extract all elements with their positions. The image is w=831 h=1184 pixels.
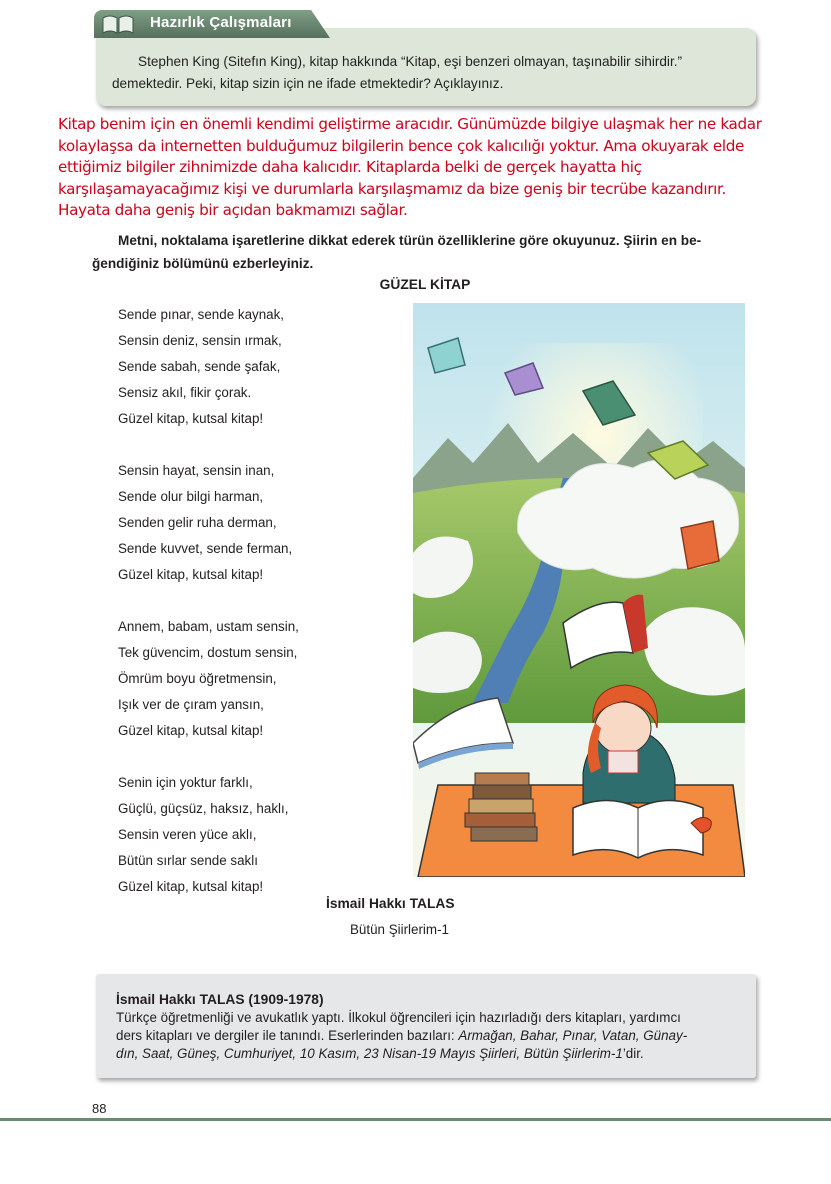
poem-stanza [118,770,418,900]
poem-body [118,302,418,926]
flying-book [681,521,719,569]
poem-line: Güzel kitap, kutsal kitap! [118,723,264,738]
bio-line-suffix: ’dir. [622,1046,644,1061]
reading-instruction [92,229,768,275]
bio-works: dın, Saat, Güneş, Cumhuriyet, 10 Kasım, 23 Nisan-19 Mayıs Şiirleri, Bütün Şiirlerim-1 [116,1046,623,1061]
answer-line: ettiğimiz bilgiler zihnimizde daha kalıcıdır. Kitaplarda belki de gerçek hayatta hiç [58,158,642,177]
poem-line: Sensiz akıl, fikir çorak. [118,385,252,400]
poem-line: Sende olur bilgi harman, [118,489,264,504]
preparation-line: demektedir. Peki, kitap sizin için ne ifade etmektedir? Açıklayınız. [112,76,504,91]
footer-rule [0,1118,831,1121]
poem-line: Senden gelir ruha derman, [118,515,277,530]
poem-source: Bütün Şiirlerim-1 [350,922,449,937]
poem-line: Güçlü, güçsüz, haksız, haklı, [118,801,289,816]
poem-line: Sende pınar, sende kaynak, [118,307,285,322]
answer-line: kolaylaşsa da internetten bulduğumuz bilgilerin bence çok kalıcılığı yoktur. Ama okuyarak elde [58,136,744,155]
poem-stanza [118,302,418,432]
instruction-line: ğendiğiniz bölümünü ezberleyiniz. [92,256,314,271]
page-number: 88 [92,1101,107,1116]
book-stack [475,773,529,785]
book-stack [471,827,537,841]
cloud [413,632,482,693]
poem-line: Sensin hayat, sensin inan, [118,463,275,478]
instruction-line: Metni, noktalama işaretlerine dikkat ederek türün özelliklerine göre okuyunuz. Şiirin en be- [118,233,702,248]
bio-line [116,1045,740,1063]
book-stack [465,813,535,827]
bio-works: Armağan, Bahar, Pınar, Vatan, Günay- [458,1028,688,1043]
poem-line: Güzel kitap, kutsal kitap! [118,567,264,582]
poem-line: Güzel kitap, kutsal kitap! [118,879,264,894]
book-icon [100,12,136,36]
book-stack [469,799,533,813]
poem-line: Tek güvencim, dostum sensin, [118,645,298,660]
poem-line: Senin için yoktur farklı, [118,775,253,790]
preparation-title: Hazırlık Çalışmaları [150,14,292,31]
preparation-question [112,51,748,95]
poem-line: Ömrüm boyu öğretmensin, [118,671,277,686]
girl-face [595,702,651,754]
poem-stanza [118,614,418,744]
bio-heading: İsmail Hakkı TALAS (1909-1978) [116,992,324,1007]
bio-line [116,1027,740,1045]
poem-line: Sensin veren yüce aklı, [118,827,257,842]
book-stack [473,785,531,799]
poem-line: Sensin deniz, sensin ırmak, [118,333,282,348]
poem-line: Annem, babam, ustam sensin, [118,619,299,634]
girl-shirt [608,751,638,773]
poem-stanza [118,458,418,588]
poem-line: Güzel kitap, kutsal kitap! [118,411,264,426]
bio-text [116,1009,740,1063]
answer-line: Hayata daha geniş bir açıdan bakmamızı sağlar. [58,201,408,220]
preparation-line: Stephen King (Sitefın King), kitap hakkında “Kitap, eşi benzeri olmayan, taşınabilir sihirdir.” [138,54,683,69]
answer-line: Kitap benim için en önemli kendimi geliştirme aracıdır. Günümüzde bilgiye ulaşmak her ne kadar [58,115,762,133]
poem-line: Sende sabah, sende şafak, [118,359,281,374]
reading-girl-illustration [413,303,745,877]
poem-line: Bütün sırlar sende saklı [118,853,258,868]
poem-line: Işık ver de çıram yansın, [118,697,264,712]
poem-author: İsmail Hakkı TALAS [326,896,455,911]
poem-line: Sende kuvvet, sende ferman, [118,541,293,556]
bio-line-prefix: ders kitapları ve dergiler ile tanındı. Eserlerinden bazıları: [116,1028,459,1043]
answer-line: karşılaşamayacağımız kişi ve durumlarla karşılaşmamız da bize geniş bir tecrübe kazandırır. [58,179,726,198]
bio-line: Türkçe öğretmenliği ve avukatlık yaptı. İlkokul öğrencileri için hazırladığı ders kitapları, yardımcı [116,1010,681,1025]
poem-title: GÜZEL KİTAP [379,277,471,292]
student-answer [58,114,788,222]
